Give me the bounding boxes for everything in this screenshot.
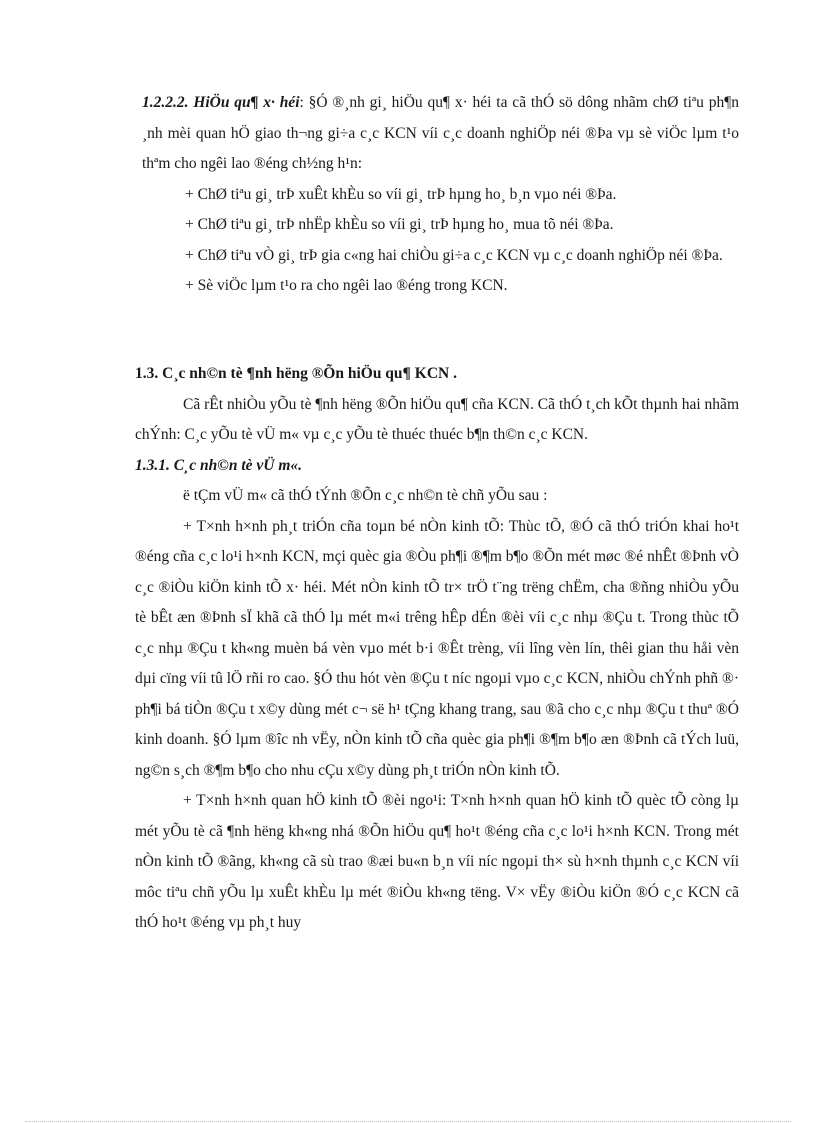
section-1-3-1-intro: ë tÇm vÜ m« cã thÓ tÝnh ®Õn c¸c nh©n tè chñ yÕu sau : [183, 487, 548, 504]
bullet-export-value: + ChØ tiªu gi¸ trÞ xuÊt khÈu so víi gi¸ trÞ hµng ho¸ b¸n vµo néi ®Þa. [185, 185, 617, 203]
section-1-2-2-2-paragraph [135, 88, 739, 180]
section-1-3-1-heading: 1.3.1. C¸c nh©n tè vÜ m«. [135, 456, 303, 474]
section-1-2-2-2 [135, 88, 739, 302]
section-1-2-2-2-heading: 1.2.2.2. HiÖu qu¶ x· héi [142, 94, 300, 111]
section-1-3 [135, 359, 739, 939]
section-1-3-heading: 1.3. C¸c nh©n tè ¶nh hëng ®Õn hiÖu qu¶ KCN . [135, 365, 457, 382]
section-1-3-1-paragraph-foreign-relations: + T×nh h×nh quan hÖ kinh tÕ ®èi ngo¹i: T×nh h×nh quan hÖ kinh tÕ quèc tÕ còng lµ mét yÕu tè cã ¶nh hëng kh«ng nhá ®Õn hiÖu qu¶ ho¹t ®éng cña c¸c lo¹i h×nh KCN. Trong mét nÒn kinh tÕ ®ãng, kh«ng cã sù trao ®æi bu«n b¸n víi níc ngoµi th× sù h×nh thµnh c¸c KCN víi môc tiªu chñ yÕu lµ xuÊt khÈu lµ mét ®iÒu kh«ng tëng. V× vËy ®iÒu kiÖn ®Ó c¸c KCN cã thÓ ho¹t ®éng vµ ph¸t huy [135, 792, 739, 931]
bullet-jobs-created: + Sè viÖc lµm t¹o ra cho ngêi lao ®éng trong KCN. [185, 277, 508, 294]
section-1-3-1-paragraph-economy: + T×nh h×nh ph¸t triÓn cña toµn bé nÒn kinh tÕ: Thùc tÕ, ®Ó cã thÓ triÓn khai ho¹t ®éng cña c¸c lo¹i h×nh KCN, mçi quèc gia ®Òu ph¶i ®¶m b¶o ®Õn mét møc ®é nhÊt ®Þnh vÒ c¸c ®iÒu kiÖn kinh tÕ x· héi. Mét nÒn kinh tÕ tr× trÖ t¨ng trëng chËm, cha ®ñng nhiÒu yÕu tè bÊt æn ®Þnh sÏ khã cã thÓ lµ mét m«i trêng hÊp dÉn ®èi víi c¸c nhµ ®Çu t. Trong thùc tÕ c¸c nhµ ®Çu t kh«ng muèn bá vèn vµo mét b·i ®Êt trèng, víi lîng vèn lín, thêi gian thu håi vèn dµi cïng víi tû lÖ rñi ro cao. §Ó thu hót vèn ®Çu t níc ngoµi vµo c¸c KCN, nhiÒu chÝnh phñ ®· ph¶i bá tiÒn ®Çu t x©y dùng mét c¬ së h¹ tÇng khang trang, sau ®ã cho c¸c nhµ ®Çu t thuª ®Ó kinh doanh. §Ó lµm ®îc nh vËy, nÒn kinh tÕ cña quèc gia ph¶i ®¶m b¶o æn ®Þnh cã tÝch luü, ng©n s¸ch ®¶m b¶o cho nhu cÇu x©y dùng ph¸t triÓn nÒn kinh tÕ. [135, 517, 739, 779]
section-1-2-2-2-intro: : §Ó ®¸nh gi¸ hiÖu qu¶ x· héi ta cã thÓ sö dông nhãm chØ tiªu ph¶n ¸nh mèi quan hÖ giao th¬ng gi÷a c¸c KCN víi c¸c doanh nghiÖp néi ®Þa vµ sè viÖc lµm t¹o thªm cho ngêi lao ®éng ch½ng h¹n: [142, 94, 739, 172]
bullet-import-value: + ChØ tiªu gi¸ trÞ nhËp khÈu so víi gi¸ trÞ hµng ho¸ mua tõ néi ®Þa. [185, 216, 614, 233]
bullet-processing-value: + ChØ tiªu vÒ gi¸ trÞ gia c«ng hai chiÒu gi÷a c¸c KCN vµ c¸c doanh nghiÖp néi ®Þa. [185, 246, 723, 264]
section-1-3-paragraph: Cã rÊt nhiÒu yÕu tè ¶nh hëng ®Õn hiÖu qu¶ cña KCN. Cã thÓ t¸ch kÕt thµnh hai nhãm chÝnh: C¸c yÕu tè vÜ m« vµ c¸c yÕu tè thuéc thuéc b¶n th©n c¸c KCN. [135, 395, 739, 443]
page-bottom-rule [25, 1121, 791, 1122]
